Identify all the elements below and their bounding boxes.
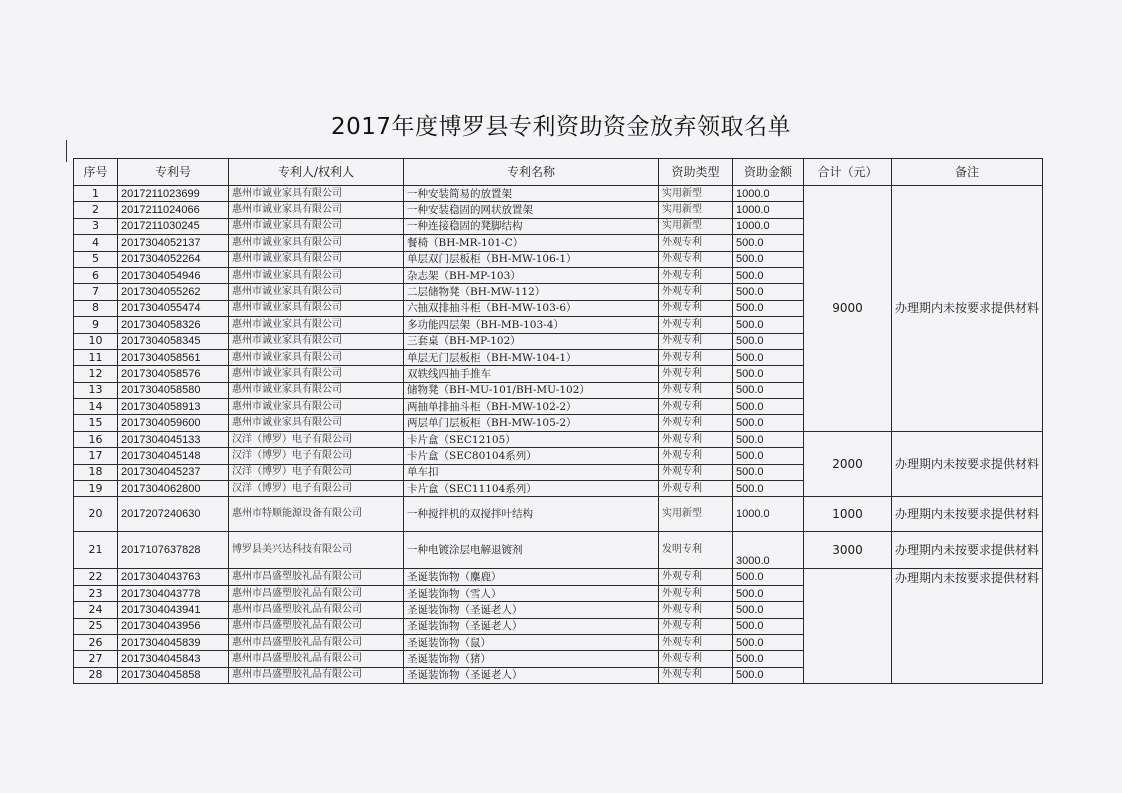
cell-amount: 500.0 bbox=[733, 267, 804, 283]
cell-type: 外观专利 bbox=[659, 431, 733, 447]
cell-seq: 3 bbox=[74, 218, 118, 234]
cell-patent-name: 单层双门层板柜（BH-MW-106-1） bbox=[404, 251, 659, 267]
cell-total: 3000 bbox=[804, 532, 892, 569]
cell-patent-name: 一种安装稳固的网状放置架 bbox=[404, 202, 659, 218]
cell-owner: 惠州市诚业家具有限公司 bbox=[229, 366, 404, 382]
cell-patent-no: 2017304055474 bbox=[118, 300, 229, 316]
cell-owner: 惠州市诚业家具有限公司 bbox=[229, 251, 404, 267]
cell-amount: 500.0 bbox=[733, 300, 804, 316]
cell-amount: 500.0 bbox=[733, 464, 804, 480]
cell-owner: 惠州市昌盛塑胶礼品有限公司 bbox=[229, 667, 404, 683]
cell-type: 实用新型 bbox=[659, 186, 733, 202]
cell-owner: 惠州市诚业家具有限公司 bbox=[229, 186, 404, 202]
cell-owner: 惠州市特顺能源设备有限公司 bbox=[229, 497, 404, 532]
page-title: 2017年度博罗县专利资助资金放弃领取名单 bbox=[330, 114, 792, 140]
cell-owner: 惠州市昌盛塑胶礼品有限公司 bbox=[229, 569, 404, 585]
cell-type: 外观专利 bbox=[659, 333, 733, 349]
cell-owner: 惠州市诚业家具有限公司 bbox=[229, 300, 404, 316]
cell-seq: 23 bbox=[74, 585, 118, 601]
cell-seq: 2 bbox=[74, 202, 118, 218]
cell-type: 外观专利 bbox=[659, 300, 733, 316]
cell-patent-no: 2017304052137 bbox=[118, 235, 229, 251]
cell-seq: 7 bbox=[74, 284, 118, 300]
cell-amount: 500.0 bbox=[733, 618, 804, 634]
cell-seq: 5 bbox=[74, 251, 118, 267]
cell-owner: 汉洋（博罗）电子有限公司 bbox=[229, 448, 404, 464]
cell-patent-name: 卡片盒（SEC12105） bbox=[404, 431, 659, 447]
cell-total: 9000 bbox=[804, 186, 892, 432]
cell-amount: 500.0 bbox=[733, 349, 804, 365]
cell-patent-no: 2017304043956 bbox=[118, 618, 229, 634]
cell-patent-name: 圣诞装饰物（圣诞老人） bbox=[404, 667, 659, 683]
cell-owner: 惠州市诚业家具有限公司 bbox=[229, 267, 404, 283]
cell-amount: 500.0 bbox=[733, 382, 804, 398]
cell-patent-name: 储物凳（BH-MU-101/BH-MU-102） bbox=[404, 382, 659, 398]
cell-owner: 汉洋（博罗）电子有限公司 bbox=[229, 431, 404, 447]
cell-patent-no: 2017304059600 bbox=[118, 415, 229, 431]
cell-amount: 500.0 bbox=[733, 235, 804, 251]
cell-total: 2000 bbox=[804, 431, 892, 497]
cell-patent-no: 2017304045858 bbox=[118, 667, 229, 683]
cell-type: 外观专利 bbox=[659, 235, 733, 251]
patent-table bbox=[73, 158, 1043, 684]
cell-type: 外观专利 bbox=[659, 415, 733, 431]
cell-type: 外观专利 bbox=[659, 585, 733, 601]
cell-patent-no: 2017304054946 bbox=[118, 267, 229, 283]
cell-patent-name: 一种安装简易的放置架 bbox=[404, 186, 659, 202]
cell-seq: 4 bbox=[74, 235, 118, 251]
table-row bbox=[74, 186, 1043, 202]
cell-patent-no: 2017304058580 bbox=[118, 382, 229, 398]
cell-type: 外观专利 bbox=[659, 284, 733, 300]
cell-seq: 25 bbox=[74, 618, 118, 634]
cell-patent-no: 2017304058326 bbox=[118, 317, 229, 333]
header-seq: 序号 bbox=[74, 159, 118, 186]
cell-patent-name: 单车扣 bbox=[404, 464, 659, 480]
cell-type: 实用新型 bbox=[659, 497, 733, 532]
cell-note: 办理期内未按要求提供材料 bbox=[892, 532, 1043, 569]
cell-amount: 500.0 bbox=[733, 251, 804, 267]
cell-seq: 15 bbox=[74, 415, 118, 431]
cell-patent-name: 圣诞装饰物（猪） bbox=[404, 651, 659, 667]
cell-patent-no: 2017304043778 bbox=[118, 585, 229, 601]
table-row bbox=[74, 569, 1043, 585]
cell-type: 外观专利 bbox=[659, 366, 733, 382]
cell-patent-no: 2017211030245 bbox=[118, 218, 229, 234]
cell-amount: 500.0 bbox=[733, 667, 804, 683]
cell-note: 办理期内未按要求提供材料 bbox=[892, 497, 1043, 532]
cell-amount: 500.0 bbox=[733, 333, 804, 349]
cell-patent-name: 三套桌（BH-MP-102） bbox=[404, 333, 659, 349]
cell-patent-no: 2017211024066 bbox=[118, 202, 229, 218]
cell-patent-name: 圣诞装饰物（鼠） bbox=[404, 634, 659, 650]
header-owner: 专利人/权利人 bbox=[229, 159, 404, 186]
cell-owner: 惠州市昌盛塑胶礼品有限公司 bbox=[229, 651, 404, 667]
cell-note: 办理期内未按要求提供材料 bbox=[892, 569, 1043, 684]
cell-amount: 500.0 bbox=[733, 569, 804, 585]
cell-patent-no: 2017304058561 bbox=[118, 349, 229, 365]
cell-type: 外观专利 bbox=[659, 634, 733, 650]
cell-patent-no: 2017304045839 bbox=[118, 634, 229, 650]
cell-amount: 500.0 bbox=[733, 651, 804, 667]
cell-seq: 14 bbox=[74, 399, 118, 415]
cell-seq: 13 bbox=[74, 382, 118, 398]
cell-patent-name: 卡片盒（SEC80104系列） bbox=[404, 448, 659, 464]
cell-amount: 500.0 bbox=[733, 317, 804, 333]
cell-patent-name: 两层单门层板柜（BH-MW-105-2） bbox=[404, 415, 659, 431]
cell-patent-no: 2017304052264 bbox=[118, 251, 229, 267]
cell-seq: 28 bbox=[74, 667, 118, 683]
cell-amount: 500.0 bbox=[733, 602, 804, 618]
cell-patent-name: 餐椅（BH-MR-101-C） bbox=[404, 235, 659, 251]
cell-amount: 500.0 bbox=[733, 585, 804, 601]
cell-owner: 惠州市诚业家具有限公司 bbox=[229, 235, 404, 251]
cell-owner: 惠州市昌盛塑胶礼品有限公司 bbox=[229, 634, 404, 650]
cell-owner: 惠州市诚业家具有限公司 bbox=[229, 399, 404, 415]
cell-type: 发明专利 bbox=[659, 532, 733, 569]
cell-type: 外观专利 bbox=[659, 317, 733, 333]
cell-owner: 惠州市诚业家具有限公司 bbox=[229, 415, 404, 431]
cell-type: 外观专利 bbox=[659, 382, 733, 398]
cell-patent-no: 2017304045237 bbox=[118, 464, 229, 480]
table-row bbox=[74, 431, 1043, 447]
cell-seq: 16 bbox=[74, 431, 118, 447]
header-type: 资助类型 bbox=[659, 159, 733, 186]
cell-patent-no: 2017304058576 bbox=[118, 366, 229, 382]
cell-patent-no: 2017304062800 bbox=[118, 481, 229, 497]
cell-patent-no: 2017304043941 bbox=[118, 602, 229, 618]
cell-patent-name: 卡片盒（SEC11104系列） bbox=[404, 481, 659, 497]
cell-type: 外观专利 bbox=[659, 651, 733, 667]
cell-patent-name: 多功能四层架（BH-MB-103-4） bbox=[404, 317, 659, 333]
cell-owner: 惠州市诚业家具有限公司 bbox=[229, 349, 404, 365]
cell-type: 外观专利 bbox=[659, 448, 733, 464]
cell-type: 外观专利 bbox=[659, 267, 733, 283]
header-patent-name: 专利名称 bbox=[404, 159, 659, 186]
cell-type: 外观专利 bbox=[659, 602, 733, 618]
cell-patent-name: 圣诞装饰物（麋鹿） bbox=[404, 569, 659, 585]
cell-amount: 500.0 bbox=[733, 415, 804, 431]
cell-seq: 24 bbox=[74, 602, 118, 618]
cell-owner: 惠州市诚业家具有限公司 bbox=[229, 284, 404, 300]
cell-patent-name: 双轶线四抽手推车 bbox=[404, 366, 659, 382]
cell-owner: 惠州市昌盛塑胶礼品有限公司 bbox=[229, 618, 404, 634]
cell-patent-name: 圣诞装饰物（雪人） bbox=[404, 585, 659, 601]
table-row bbox=[74, 497, 1043, 532]
cell-type: 实用新型 bbox=[659, 218, 733, 234]
cell-owner: 惠州市诚业家具有限公司 bbox=[229, 218, 404, 234]
cell-patent-no: 2017304045133 bbox=[118, 431, 229, 447]
cell-owner: 惠州市诚业家具有限公司 bbox=[229, 333, 404, 349]
cell-owner: 惠州市昌盛塑胶礼品有限公司 bbox=[229, 585, 404, 601]
cell-seq: 27 bbox=[74, 651, 118, 667]
cell-owner: 惠州市诚业家具有限公司 bbox=[229, 382, 404, 398]
cell-amount: 500.0 bbox=[733, 366, 804, 382]
cell-amount: 500.0 bbox=[733, 431, 804, 447]
margin-mark bbox=[66, 140, 67, 162]
cell-type: 外观专利 bbox=[659, 667, 733, 683]
cell-amount: 1000.0 bbox=[733, 218, 804, 234]
cell-total: 1000 bbox=[804, 497, 892, 532]
cell-type: 外观专利 bbox=[659, 569, 733, 585]
cell-type: 外观专利 bbox=[659, 349, 733, 365]
cell-note: 办理期内未按要求提供材料 bbox=[892, 186, 1043, 432]
cell-patent-name: 一种电镀涂层电解退镀剂 bbox=[404, 532, 659, 569]
cell-owner: 汉洋（博罗）电子有限公司 bbox=[229, 481, 404, 497]
cell-seq: 19 bbox=[74, 481, 118, 497]
header-note: 备注 bbox=[892, 159, 1043, 186]
cell-patent-name: 六抽双排抽斗柜（BH-MW-103-6） bbox=[404, 300, 659, 316]
cell-amount: 500.0 bbox=[733, 448, 804, 464]
cell-owner: 汉洋（博罗）电子有限公司 bbox=[229, 464, 404, 480]
cell-amount: 500.0 bbox=[733, 284, 804, 300]
cell-patent-no: 2017304055262 bbox=[118, 284, 229, 300]
cell-owner: 惠州市诚业家具有限公司 bbox=[229, 202, 404, 218]
cell-amount: 1000.0 bbox=[733, 186, 804, 202]
cell-patent-name: 两抽单排抽斗柜（BH-MW-102-2） bbox=[404, 399, 659, 415]
header-patent-no: 专利号 bbox=[118, 159, 229, 186]
cell-note: 办理期内未按要求提供材料 bbox=[892, 431, 1043, 497]
cell-patent-name: 一种连接稳固的凳脚结构 bbox=[404, 218, 659, 234]
cell-seq: 1 bbox=[74, 186, 118, 202]
cell-patent-no: 2017107637828 bbox=[118, 532, 229, 569]
cell-owner: 惠州市昌盛塑胶礼品有限公司 bbox=[229, 602, 404, 618]
cell-owner: 惠州市诚业家具有限公司 bbox=[229, 317, 404, 333]
cell-patent-no: 2017304058913 bbox=[118, 399, 229, 415]
cell-amount: 1000.0 bbox=[733, 202, 804, 218]
cell-patent-name: 圣诞装饰物（圣诞老人） bbox=[404, 602, 659, 618]
cell-type: 外观专利 bbox=[659, 464, 733, 480]
cell-patent-name: 杂志架（BH-MP-103） bbox=[404, 267, 659, 283]
cell-type: 外观专利 bbox=[659, 399, 733, 415]
cell-amount: 1000.0 bbox=[733, 497, 804, 532]
cell-type: 实用新型 bbox=[659, 202, 733, 218]
header-row bbox=[74, 159, 1043, 186]
cell-seq: 20 bbox=[74, 497, 118, 532]
cell-amount: 500.0 bbox=[733, 399, 804, 415]
cell-amount: 500.0 bbox=[733, 634, 804, 650]
cell-seq: 12 bbox=[74, 366, 118, 382]
cell-patent-name: 单层无门层板柜（BH-MW-104-1） bbox=[404, 349, 659, 365]
cell-patent-no: 2017207240630 bbox=[118, 497, 229, 532]
cell-seq: 10 bbox=[74, 333, 118, 349]
cell-amount: 500.0 bbox=[733, 481, 804, 497]
cell-seq: 9 bbox=[74, 317, 118, 333]
table-row bbox=[74, 532, 1043, 569]
cell-seq: 17 bbox=[74, 448, 118, 464]
cell-patent-name: 圣诞装饰物（圣诞老人） bbox=[404, 618, 659, 634]
cell-patent-name: 一种搅拌机的双搅拌叶结构 bbox=[404, 497, 659, 532]
cell-total bbox=[804, 569, 892, 684]
cell-amount: 3000.0 bbox=[733, 532, 804, 569]
cell-seq: 22 bbox=[74, 569, 118, 585]
cell-seq: 21 bbox=[74, 532, 118, 569]
cell-patent-no: 2017211023699 bbox=[118, 186, 229, 202]
cell-patent-no: 2017304043763 bbox=[118, 569, 229, 585]
cell-patent-no: 2017304045843 bbox=[118, 651, 229, 667]
cell-seq: 6 bbox=[74, 267, 118, 283]
header-total: 合计（元） bbox=[804, 159, 892, 186]
cell-patent-name: 二层储物凳（BH-MW-112） bbox=[404, 284, 659, 300]
cell-seq: 26 bbox=[74, 634, 118, 650]
cell-patent-no: 2017304045148 bbox=[118, 448, 229, 464]
cell-seq: 8 bbox=[74, 300, 118, 316]
cell-type: 外观专利 bbox=[659, 251, 733, 267]
header-amount: 资助金额 bbox=[733, 159, 804, 186]
cell-seq: 11 bbox=[74, 349, 118, 365]
cell-owner: 博罗县美兴达科技有限公司 bbox=[229, 532, 404, 569]
cell-type: 外观专利 bbox=[659, 618, 733, 634]
cell-type: 外观专利 bbox=[659, 481, 733, 497]
cell-patent-no: 2017304058345 bbox=[118, 333, 229, 349]
cell-seq: 18 bbox=[74, 464, 118, 480]
